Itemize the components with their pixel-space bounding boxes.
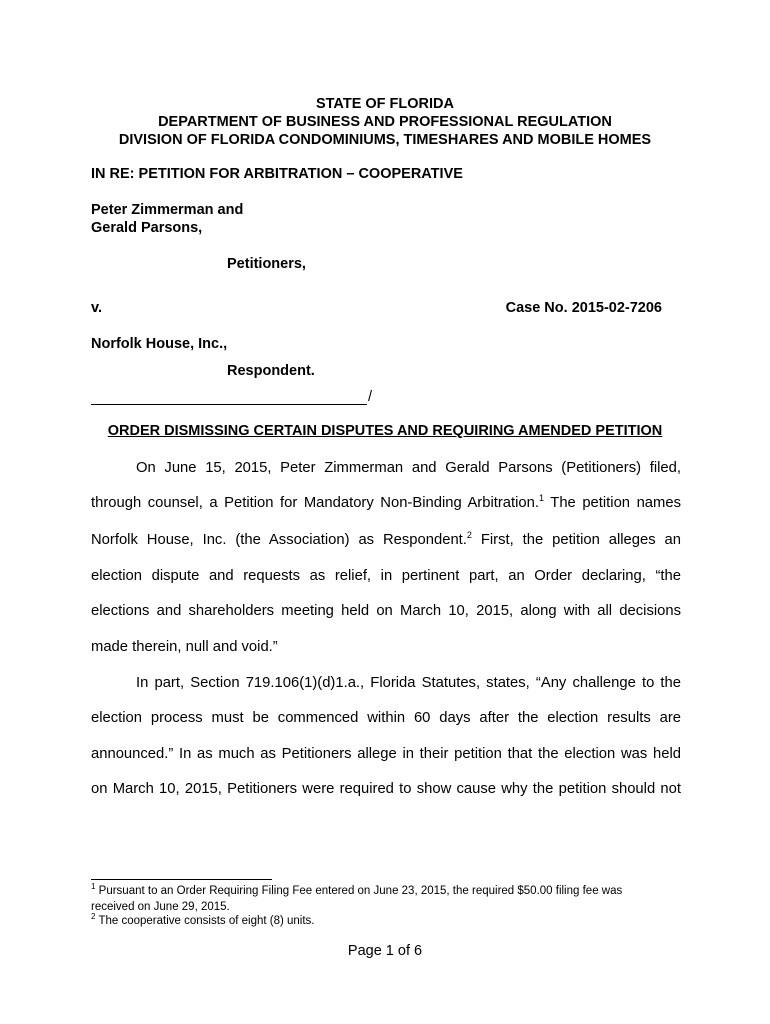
paragraph1-line2-text-b: The petition names xyxy=(544,495,681,511)
footnote-2-text: The cooperative consists of eight (8) units. xyxy=(95,915,315,927)
petitioners-label: Petitioners, xyxy=(227,256,306,272)
agency-division: DIVISION OF FLORIDA CONDOMINIUMS, TIMESHARES AND MOBILE HOMES xyxy=(118,132,652,148)
page-number: Page 1 of 6 xyxy=(347,943,423,959)
caption-underline xyxy=(91,404,367,405)
order-title: ORDER DISMISSING CERTAIN DISPUTES AND REQUIRING AMENDED PETITION xyxy=(107,423,663,439)
paragraph1-line2-text: through counsel, a Petition for Mandatory Non-Binding Arbitration. xyxy=(91,495,539,511)
footnote-separator xyxy=(91,879,272,880)
paragraph1-line6: made therein, null and void.” xyxy=(91,639,278,655)
footnote-1-text: Pursuant to an Order Requiring Filing Fee entered on June 23, 2015, the required $50.00 filing fee was xyxy=(95,885,623,897)
paragraph1-line3 xyxy=(91,532,681,548)
in-re-line: IN RE: PETITION FOR ARBITRATION – COOPERATIVE xyxy=(91,166,463,182)
paragraph2-line3: announced.” In as much as Petitioners allege in their petition that the election was held xyxy=(91,746,681,762)
respondent-label: Respondent. xyxy=(227,363,315,379)
agency-department: DEPARTMENT OF BUSINESS AND PROFESSIONAL REGULATION xyxy=(158,114,612,130)
paragraph1-line5: elections and shareholders meeting held on March 10, 2015, along with all decisions xyxy=(91,603,681,619)
paragraph1-line2 xyxy=(91,495,681,511)
paragraph1-line3-text-b: First, the petition alleges an xyxy=(471,532,681,548)
paragraph2-line2: election process must be commenced within 60 days after the election results are xyxy=(91,710,681,726)
footnote-2-mark: 2 xyxy=(91,912,96,921)
footnote-1 xyxy=(91,884,691,898)
petitioner-name-1: Peter Zimmerman and xyxy=(91,202,244,218)
footnote-1-continued: received on June 29, 2015. xyxy=(91,901,230,913)
footnote-ref-2: 2 xyxy=(466,530,472,540)
footnote-2 xyxy=(91,914,691,928)
paragraph2-line4: on March 10, 2015, Petitioners were required to show cause why the petition should not xyxy=(91,781,681,797)
paragraph2-line1: In part, Section 719.106(1)(d)1.a., Florida Statutes, states, “Any challenge to the xyxy=(136,675,681,691)
agency-state: STATE OF FLORIDA xyxy=(315,96,454,112)
case-number: Case No. 2015-02-7206 xyxy=(505,300,662,316)
versus-label: v. xyxy=(91,300,103,316)
caption-slash: / xyxy=(368,389,373,405)
paragraph1-line3-text: Norfolk House, Inc. (the Association) as Respondent. xyxy=(91,532,467,548)
paragraph1-line1: On June 15, 2015, Peter Zimmerman and Gerald Parsons (Petitioners) filed, xyxy=(136,460,681,476)
paragraph1-line4: election dispute and requests as relief, in pertinent part, an Order declaring, “the xyxy=(91,568,681,584)
respondent-name: Norfolk House, Inc., xyxy=(91,336,228,352)
footnote-1-mark: 1 xyxy=(91,882,96,891)
petitioner-name-2: Gerald Parsons, xyxy=(91,220,203,236)
footnote-ref-1: 1 xyxy=(539,493,545,503)
